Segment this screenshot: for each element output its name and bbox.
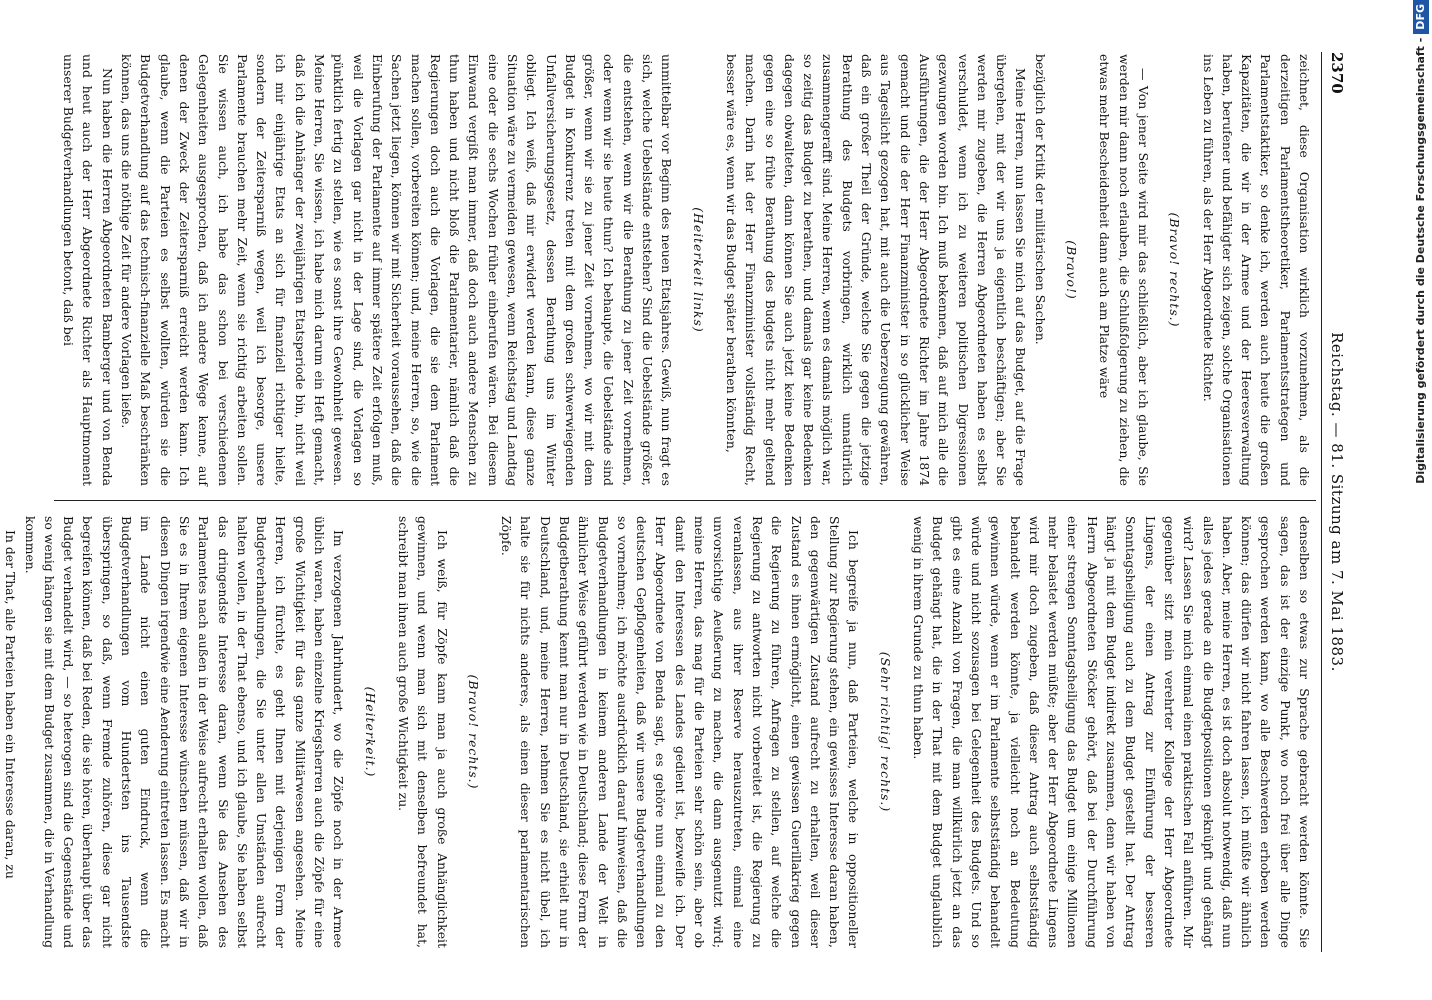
interjection: (Heiterkeit links) <box>690 207 706 333</box>
page-number: 2370 <box>1328 52 1346 94</box>
paragraph: bezüglich der Kritik der militärischen Sachen. <box>1032 54 1048 345</box>
paragraph: Meine Herren, nun lassen Sie mich auf das Budget, auf die Frage übergehen, mit der wir uns ja eigentlich beschäftigen; aber Sie werden mir zugeben, die Herren Abgeordneten haben es selbst verschuldet, wenn ich zu weiteren politischen Digressionen gezwungen worden bin. Ich muß bekennen, daß auf mich alle die Ausführungen, die der Herr Abgeordnete Richter im Jahre 1874 gemacht und die der Herr Finanzminister in so glücklicher Weise aus Tageslicht gezogen hat, mit auch die Ueberzeugung gewähren, daß ein großer Theil der Gründe, welche Sie gegen die jetzige Berathung des Budgets vorbringen, wirklich unnatürlich zusammengerafft sind. Meine Herren, wenn es damals möglich war, so zeitig das Budget zu berathen, und damals gar keine Bedenken dagegen obwalteten, dann können Sie auch jetzt keine Bedenken gegen eine so frühe Berathung des Budgets nicht mehr geltend machen. Darin hat der Herr Finanzminister vollständig Recht, besser wäre es, wenn wir das Budget später berathen könnten, <box>723 54 1029 486</box>
interjection: (Heiterkeit.) <box>362 686 378 778</box>
paragraph: unmittelbar vor Beginn des neuen Etatsjahres. Gewiß, nun fragt es sich, welche Uebelstände entstehen? Sind die Uebelstände größer, die entstehen, wenn wir die Berathung zu jener Zeit vornehmen, oder wenn wir sie heute thun? Ich behaupte, die Uebelstände sind größer, wenn wir sie zu jener Zeit vornehmen, wo wir mit dem Budget in Konkurrenz treten mit dem großen schwerwiegenden Unfallversicherungsgesetz, dessen Berathung uns im Winter obliegt. Ich weiß, daß mir erwidert werden kann, diese ganze Situation wäre zu vermeiden gewesen, wenn Reichstag und Landtag eine oder die sechs Wochen früher einberufen wären. Bei diesem Einwand vergißt man immer, daß doch auch andere Menschen zu thun haben und nicht bloß die Parlamentarier, nämlich daß die Regierungen doch auch die Vorlagen, die sie dem Parlament machen sollen, vorbereiten können; und, meine Herren, so, wie die Sachen jetzt liegen, können wir mit Sicherheit voraussehen, daß die Einberufung der Parlamente auf immer spätere Zeit erfolgen muß, weil die Vorlagen gar nicht in der Lage sind, die Vorlagen so pünktlich fertig zu stellen, wie es sonst ihre Gewohnheit gewesen. Meine Herren, Sie wissen, ich habe mich darum ein Heft gemacht, daß ich die Anhänger der zweijährigen Etatsperiode bin, nicht weil ich mir einjährige Etats an sich für finanziell richtiger hielte, sondern der Zeitersparniß wegen, weil ich besorge, unsere Parlamente brauchen mehr Zeit, wenn sie richtig arbeiten sollen. Sie wissen auch, ich habe das schon bei verschiedenen Gelegenheiten ausgesprochen, daß ich andere Wege kenne, auf denen der Zweck der Zeitersparniß erreicht werden kann. Ich glaube, wenn die Parteien es selbst wollten, würden sie die Budgetverhandlung auf das technisch-finanzielle Maß beschränken können, das uns die nöthige Zeit für andere Vorlagen ließe. <box>119 54 675 486</box>
interjection: (Bravo! rechts.) <box>465 674 481 790</box>
interjection: (Bravo!) <box>1064 240 1080 300</box>
dfg-logo: DFG <box>1413 0 1429 34</box>
column-divider <box>54 500 1316 501</box>
paragraph: — Von jener Seite wird mir das schließlich, aber ich glaube, Sie werden mir dann noch erlauben, die Schlußfolgerung zu ziehen, die etwas mehr Bescheidenheit dann auch am Platze wäre <box>1097 54 1151 486</box>
paragraph: denselben so etwas zur Sprache gebracht werden könnte. Sie sagen, das ist der einzige Punkt, wo noch frei über alle Dinge gesprochen werden kann, wo alle Beschwerden erhoben werden können; das dürfen wir nicht fahren lassen, ich müßte wir ähnlich haben. Aber, meine Herren, es ist doch absolut notwendig, daß nun alles jedes gerade an die Budgetpositionen geknüpft und gehängt wird? Lassen Sie mich einmal einen praktischen Fall anführen. Mir gegenüber sitzt mein verehrter Kollege der Herr Abgeordnete Lingens, der einen Antrag zur Einführung der besseren Sonntagsheiligung auch zu dem Budget gestellt hat. Der Antrag hängt ja mit dem Budget indirekt zusammen, denn wir haben von Herrn Abgeordneten Stöcker gehört, daß bei der Durchführung einer strengen Sonntagsheiligung das Budget um einige Millionen mehr belastet werden müßte; aber der Herr Abgeordnete Lingens wird mir doch zugeben, daß dieser Antrag auch selbstständig behandelt werden könnte, ja vielleicht noch an Bedeutung gewinnen würde, wenn er im Parlamente selbstständig behandelt würde und nicht sozusagen bei Gelegenheit des Budgets. Und so gibt es eine Anzahl von Fragen, die man willkürlich jetzt an das Budget gehängt hat, die in der That mit dem Budget unglaublich wenig in ihrem Grunde zu thun haben. <box>911 516 1312 948</box>
paragraph: Im verzogenen Jahrhundert, wo die Zöpfe noch in der Armee üblich waren, haben einzelne Kriegsherren auch die Zöpfe für eine große Wichtigkeit für das ganze Militärwesen angesehen. Meine Herren, ich fürchte, es geht Ihnen mit derjenigen Form der Budgetverhandlungen, die Sie unter allen Umständen aufrecht halten wollen, in der That ebenso, und ich glaube, Sie haben selbst das dringendste Interesse daran, wenn Sie das Ansehen des Parlamentes nach außen in der Weise aufrecht erhalten wollen, daß Sie es in Ihrem eigenen Interesse wünschen müssen, daß wir in diesen Dingen irgendwie eine Aenderung eintreten lassen. Es macht im Lande nicht einen guten Eindruck, wenn die Budgetverhandlungen vom Hundertsten ins Tausendste überspringen, so daß, wenn Fremde zuhören, diese gar nicht begreifen können, daß bei Reden, die sie hören, überhaupt über das Budget verhandelt wird, — so heterogen sind die Gegenstände und so wenig hängen sie mit dem Budget zusammen, die in Verhandlung kommen. <box>22 516 347 949</box>
dfg-credit-stripe <box>1410 0 1432 1000</box>
running-title: Reichstag. — 81. Sitzung am 7. Mai 1883. <box>1328 332 1346 672</box>
dfg-credit <box>1410 0 1432 620</box>
right-column <box>3 516 1314 949</box>
dfg-credit-text: Digitalisierung gefördert durch die Deutsche Forschungsgemeinschaft - <box>1414 37 1427 484</box>
header-rule <box>1321 52 1322 952</box>
interjection: (Bravo! rechts.) <box>1167 212 1183 328</box>
interjection: (Sehr richtig! rechts.) <box>877 651 893 813</box>
paragraph: Nun haben die Herren Abgeordneten Bamberger und von Benda und heut auch der Herr Abgeordnete Richter als Hauptmoment unserer Budgetverhandlungen betont, daß bei <box>61 54 115 486</box>
paragraph: Ich weiß, für Zöpfe kann man ja auch große Anhänglichkeit gewinnen, und wenn man sich mit denselben befreundet hat, schreibt man ihnen auch große Wichtigkeit zu. <box>395 516 450 948</box>
running-head <box>1324 52 1350 952</box>
paragraph: In der That, alle Parteien haben ein Interesse daran, zu <box>3 530 19 879</box>
paragraph: Ich begreife ja nun, daß Parteien, welche in oppositioneller Stellung zur Regierung stehen, ein gewisses Interesse daran haben, den gegenwärtigen Zustand aufrecht zu erhalten, weil dieser Zustand es ihnen ermöglicht, einen gewissen Guerillakrieg gegen die Regierung zu führen, Anfragen zu stellen, auf welche die Regierung zu antworten nicht vorbereitet ist, die Regierung zu veranlassen, aus ihrer Reserve herauszutreten, einmal eine unvorsichtige Aeußerung zu machen, die dann ausgenutzt wird; meine Herren, das mag für die Parteien sehr schön sein, aber ob damit den Interessen des Landes gedient ist, bezweifle ich. Der Herr Abgeordnete von Benda sagt, es gehöre nun einmal zu den deutschen Gepflogenheiten, daß wir unsere Budgetverhandlungen so vornehmen; ich möchte ausdrücklich darauf hinweisen, daß die Budgetverhandlungen in keinem anderen Lande der Welt in ähnlicher Weise geführt werden wie in Deutschland; diese Form der Budgetberathung kennt man nur in Deutschland, sie erhielt nur in Deutschland, und, meine Herren, nehmen Sie es nicht übel, ich halte sie für nichts anderes, als einen dieser parlamentarischen Zöpfe. <box>499 516 862 948</box>
paragraph: zeichnet, diese Organisation wirklich vorzunehmen, als die derzeitigen Parlamentstheoretiker, Parlamentsstrategen und Parlamentstaktiker, so denke ich, werden auch heute die großen Kapazitäten, die wir in der Armee und der Heeresverwaltung haben, berufener und befähigter sich zeigen, solche Organisationen ins Leben zu führen, als der Herr Abgeordnete Richter. <box>1200 54 1312 486</box>
left-column <box>52 54 1314 486</box>
